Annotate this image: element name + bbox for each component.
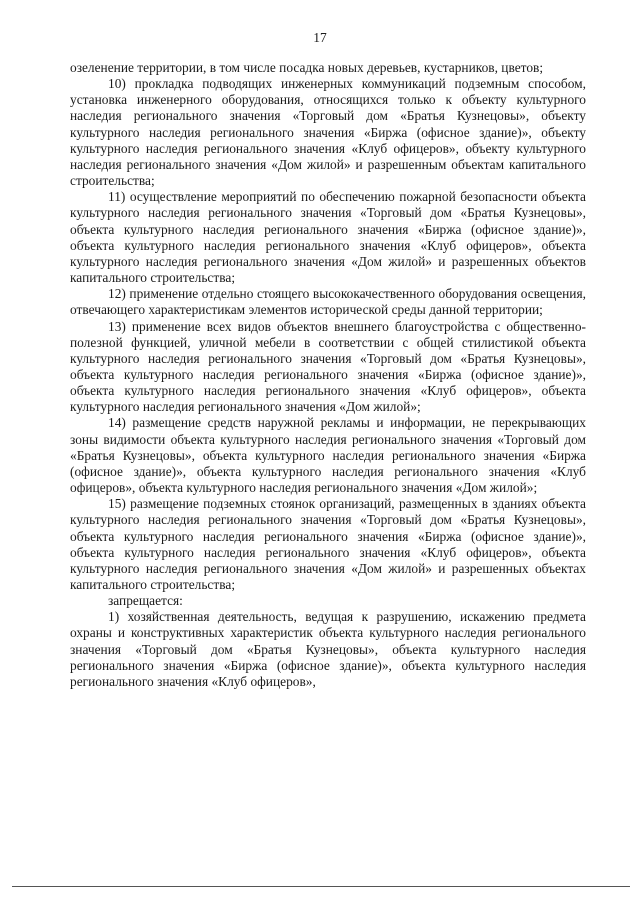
- paragraph-prohibited-item-1: 1) хозяйственная деятельность, ведущая к разрушению, искажению предмета охраны и конструктивных характеристик объекта культурного наследия регионального значения «Торговый дом «Братья Кузнецовы», объекта культурного наследия регионального значения «Биржа (офисное здание)», объекта культурного наследия регионального значения «Клуб офицеров»,: [70, 609, 586, 689]
- paragraph-item-12: 12) применение отдельно стоящего высококачественного оборудования освещения, отвечающего характеристикам элементов исторической среды данной территории;: [70, 286, 586, 318]
- paragraph-item-13: 13) применение всех видов объектов внешнего благоустройства с общественно-полезной функцией, уличной мебели в соответствии с общей стилистикой объекта культурного наследия регионального значения «Торговый дом «Братья Кузнецовы», объекта культурного наследия регионального значения «Биржа (офисное здание)», объекта культурного наследия регионального значения «Клуб офицеров», объекта культурного наследия регионального значения «Дом жилой»;: [70, 318, 586, 415]
- document-body: [70, 60, 586, 690]
- footer-divider: [12, 886, 630, 887]
- paragraph-prohibited-heading: запрещается:: [108, 593, 183, 609]
- paragraph-continuation: озеленение территории, в том числе посадка новых деревьев, кустарников, цветов;: [70, 60, 544, 75]
- paragraph-item-14: 14) размещение средств наружной рекламы и информации, не перекрывающих зоны видимости объекта культурного наследия регионального значения «Торговый дом «Братья Кузнецовы», объекта культурного наследия регионального значения «Биржа (офисное здание)», объекта культурного наследия регионального значения «Клуб офицеров», объекта культурного наследия регионального значения «Дом жилой»;: [70, 415, 586, 496]
- paragraph-item-10: 10) прокладка подводящих инженерных коммуникаций подземным способом, установка инженерного оборудования, относящихся только к объекту культурного наследия регионального значения «Торговый дом «Братья Кузнецовы», объекту культурного наследия регионального значения «Биржа (офисное здание)», объекту культурного наследия регионального значения «Клуб офицеров», объекту культурного наследия регионального значения «Дом жилой» и разрешенным объектам капитального строительства;: [70, 76, 586, 189]
- page-number: 17: [313, 30, 327, 45]
- paragraph-item-11: 11) осуществление мероприятий по обеспечению пожарной безопасности объекта культурного наследия регионального значения «Торговый дом «Братья Кузнецовы», объекта культурного наследия регионального значения «Биржа (офисное здание)», объекта культурного наследия регионального значения «Клуб офицеров», объекта культурного наследия регионального значения «Дом жилой» и разрешенных объектов капитального строительства;: [70, 189, 586, 286]
- paragraph-item-15: 15) размещение подземных стоянок организаций, размещенных в зданиях объекта культурного наследия регионального значения «Торговый дом «Братья Кузнецовы», объекта культурного наследия регионального значения «Биржа (офисное здание)», объекта культурного наследия регионального значения «Клуб офицеров», объекта культурного наследия регионального значения «Дом жилой» и разрешенных объектах капитального строительства;: [70, 496, 586, 592]
